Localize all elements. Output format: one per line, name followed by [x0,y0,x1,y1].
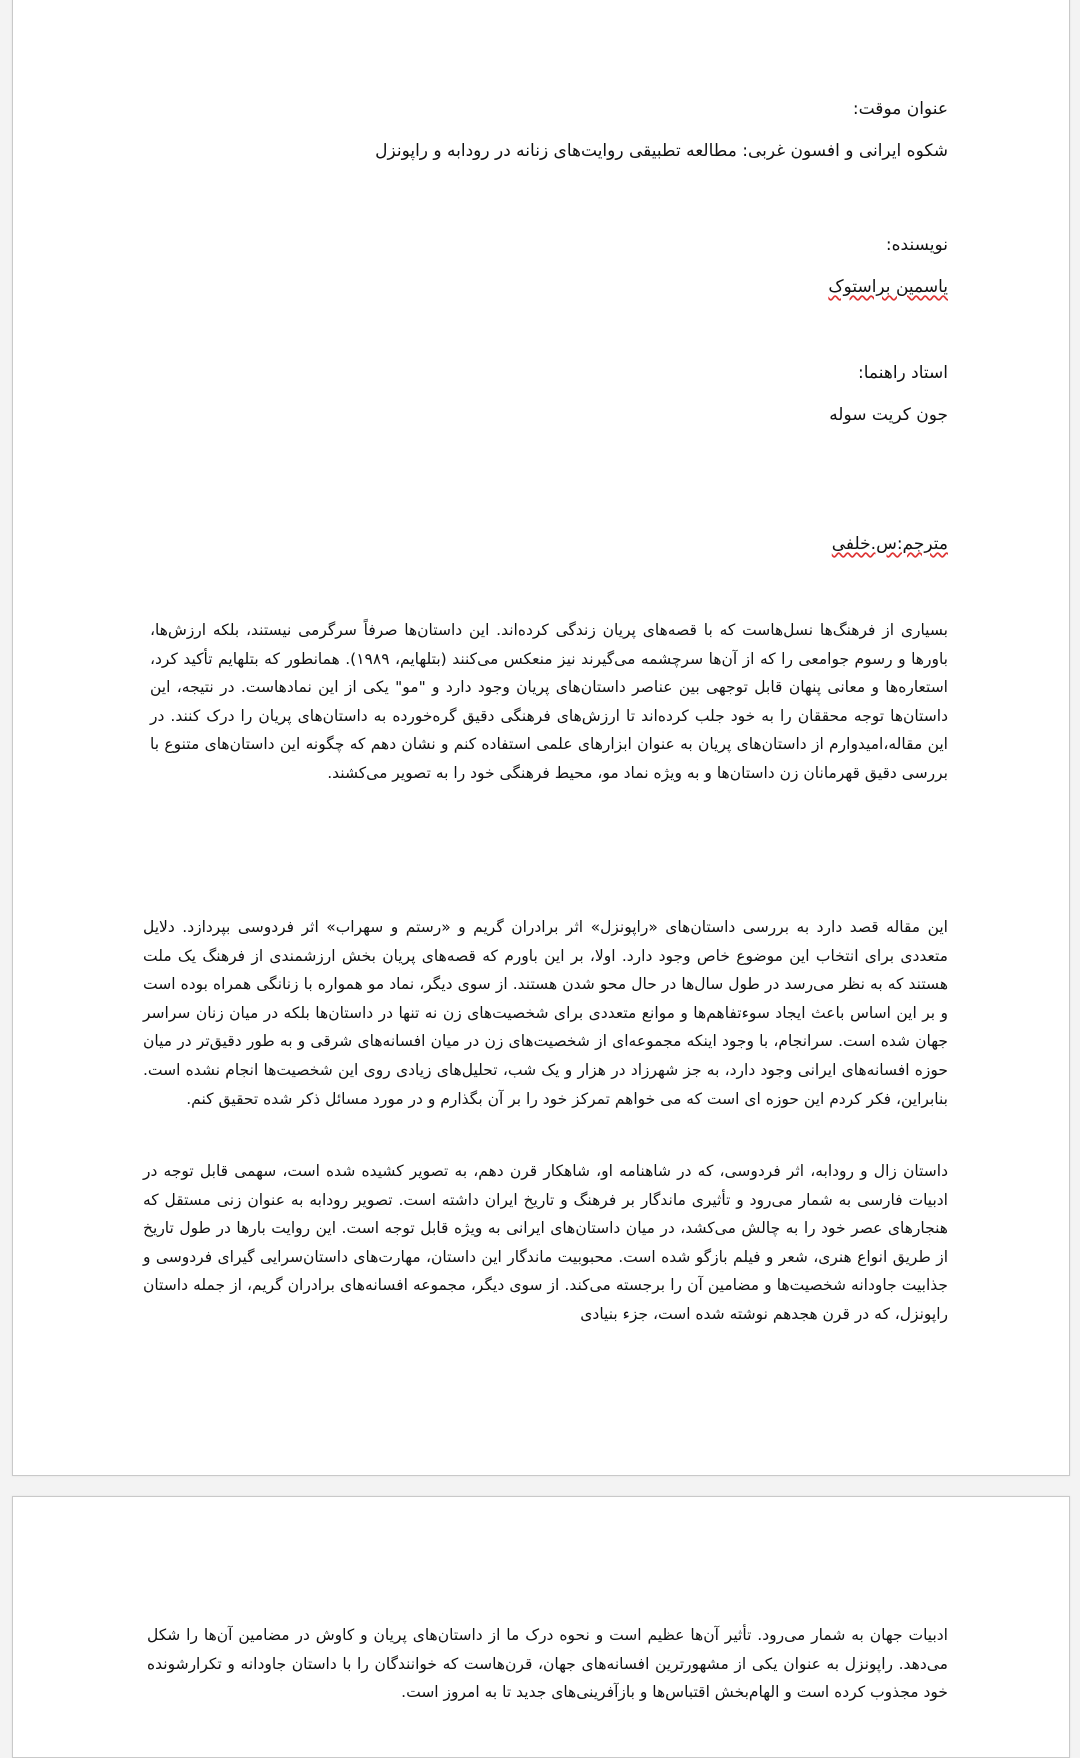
advisor-label: استاد راهنما: [857,363,948,383]
body-paragraph-2: این مقاله قصد دارد به بررسی داستان‌های «راپونزل» اثر برادران گریم و «رستم و سهراب» اثر فردوسی بپردازد. دلایل متعددی برای انتخاب این موضوع خاص وجود دارد. اولا، بر این باورم که قصه‌های پریان بخش ارزشمندی از فرهنگ یک ملت هستند که به نظر می‌رسد در طول سال‌ها در حال محو شدن هستند. از سوی دیگر، نماد مو همواره با زنانگی همراه بوده است و بر این اساس باعث ایجاد سوءتفاهم‌ها و موانع متعددی برای شخصیت‌های زن نه تنها در داستان‌ها بلکه در میان زنان سراسر جهان شده است. سرانجام، با وجود اینکه مجموعه‌ای از شخصیت‌های زن در میان افسانه‌های شرقی و به طور دقیق‌تر در میان حوزه افسانه‌های ایرانی وجود دارد، به جز شهرزاد در هزار و یک شب، تحلیل‌های زیادی روی این شخصیت‌ها انجام نشده است. بنابراین، فکر کردم این حوزه ای است که می خواهم تمرکز خود را بر آن بگذارم و در مورد مسائل ذکر شده تحقیق کنم. [143,918,948,1108]
translator-credit: مترجم:س.خلفی [831,534,948,554]
document-page-2 [12,1496,1070,1758]
document-page-1 [12,0,1070,1476]
temp-title-value: شکوه ایرانی و افسون غربی: مطالعه تطبیقی روایت‌های زنانه در رودابه و راپونزل [375,141,948,161]
body-paragraph-4: ادبیات جهان به شمار می‌رود. تأثیر آن‌ها عظیم است و نحوه درک ما از داستان‌های پریان و کاوش در مضامین آن‌ها را شکل می‌دهد. راپونزل به عنوان یکی از مشهورترین افسانه‌های جهان، قرن‌هاست که خوانندگان را با داستان جاودانه و تکرارشونده خود مجذوب کرده است و الهام‌بخش اقتباس‌ها و بازآفرینی‌های جدید تا به امروز است. [147,1626,948,1702]
temp-title-label: عنوان موقت: [852,99,948,119]
author-name: یاسمین براستوک [828,277,948,297]
advisor-name: جون کریت سوله [829,405,948,425]
author-label: نویسنده: [885,235,948,255]
body-paragraph-1: بسیاری از فرهنگ‌ها نسل‌هاست که با قصه‌های پریان زندگی کرده‌اند. این داستان‌ها صرفاً سرگرمی نیستند، بلکه ارزش‌ها، باورها و رسوم جوامعی را که از آن‌ها سرچشمه می‌گیرند نیز منعکس می‌کنند (بتلهایم، ۱۹۸۹). همانطور که بتلهایم تأکید کرد، استعاره‌ها و معانی پنهان قابل توجهی بین عناصر داستان‌های پریان وجود دارد و "مو" یکی از این نمادهاست. در نتیجه، این داستان‌ها توجه محققان را به خود جلب کرده‌اند تا ارزش‌های فرهنگی دقیق گره‌خورده به داستان‌های پریان را درک کنند. در این مقاله،امیدوارم از داستان‌های پریان به عنوان ابزارهای علمی استفاده کنم و نشان دهم که چگونه این داستان‌های متنوع با بررسی دقیق قهرمانان زن داستان‌ها و به ویژه نماد مو، محیط فرهنگی خود را به تصویر می‌کشند. [150,621,948,782]
body-paragraph-3: داستان زال و رودابه، اثر فردوسی، که در شاهنامه او، شاهکار قرن دهم، به تصویر کشیده شده است، سهمی قابل توجه در ادبیات فارسی به شمار می‌رود و تأثیری ماندگار بر فرهنگ و تاریخ ایران داشته است. تصویر رودابه به عنوان زنی مستقل که هنجارهای عصر خود را به چالش می‌کشد، در میان داستان‌های ایرانی به ویژه قابل توجه است. این روایت بارها در طول تاریخ از طریق انواع هنری، شعر و فیلم بازگو شده است. محبوبیت ماندگار این داستان، مهارت‌های داستان‌سرایی گیرای فردوسی و جذابیت جاودانه شخصیت‌ها و مضامین آن را برجسته می‌کند. از سوی دیگر، مجموعه افسانه‌های برادران گریم، از جمله داستان راپونزل، که در قرن هجدهم نوشته شده است، جزء بنیادی [143,1162,948,1323]
